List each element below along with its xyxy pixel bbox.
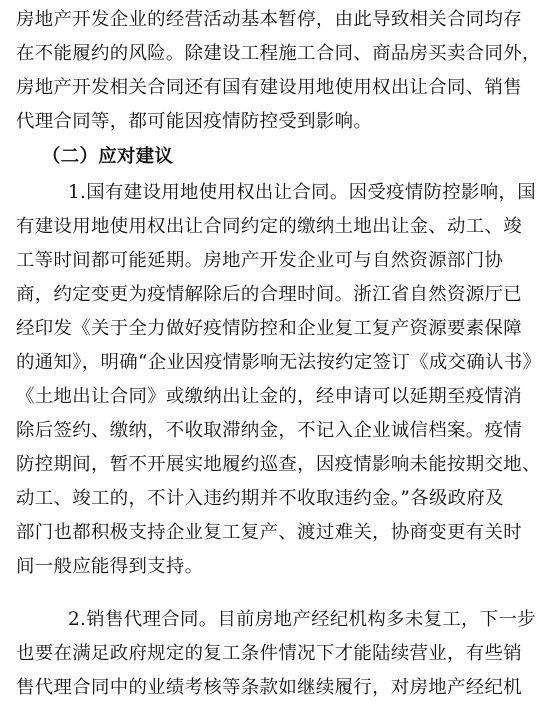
paragraph-2-line-7: 《土地出让合同》或缴纳出让金的，经申请可以延期至疫情消 xyxy=(16,386,522,407)
paragraph-1-line-3: 房地产开发相关合同还有国有建设用地使用权出让合同、销售 xyxy=(16,77,522,98)
paragraph-2-line-5: 经印发《关于全力做好疫情防控和企业复工复产资源要素保障 xyxy=(16,318,522,339)
paragraph-2-line-1: 1.国有建设用地使用权出让合同。因受疫情防控影响，国 xyxy=(68,182,537,203)
paragraph-1-line-2: 在不能履约的风险。除建设工程施工合同、商品房买卖合同外， xyxy=(16,43,541,64)
section-heading: （二）应对建议 xyxy=(42,146,174,167)
paragraph-3-line-2: 也要在满足政府规定的复工条件情况下才能陆续营业，有些销 xyxy=(16,643,522,664)
paragraph-2-line-4: 商，约定变更为疫情解除后的合理时间。浙江省自然资源厅已 xyxy=(16,284,522,305)
paragraph-2-line-6: 的通知》，明确“企业因疫情影响无法按约定签订《成交确认书》 xyxy=(16,352,542,373)
paragraph-1-line-4: 代理合同等，都可能因疫情防控受到影响。 xyxy=(16,111,373,132)
paragraph-2-line-3: 工等时间都可能延期。房地产开发企业可与自然资源部门协 xyxy=(16,250,504,271)
paragraph-2-line-2: 有建设用地使用权出让合同约定的缴纳土地出让金、动工、竣 xyxy=(16,216,522,237)
paragraph-2-line-8: 除后签约、缴纳，不收取滞纳金，不记入企业诚信档案。疫情 xyxy=(16,420,522,441)
paragraph-1-line-1: 房地产开发企业的经营活动基本暂停，由此导致相关合同均存 xyxy=(16,9,522,30)
paragraph-2-line-12: 间一般应能得到支持。 xyxy=(16,556,204,577)
paragraph-3-line-1: 2.销售代理合同。目前房地产经纪机构多未复工，下一步 xyxy=(68,609,537,630)
paragraph-3-line-3: 售代理合同中的业绩考核等条款如继续履行，对房地产经纪机 xyxy=(16,677,522,698)
paragraph-2-line-10: 动工、竣工的，不计入违约期并不收取违约金。”各级政府及 xyxy=(16,488,504,509)
paragraph-2-line-11: 部门也都积极支持企业复工复产、渡过难关，协商变更有关时 xyxy=(16,522,522,543)
paragraph-2-line-9: 防控期间，暂不开展实地履约巡查，因疫情影响未能按期交地、 xyxy=(16,454,541,475)
